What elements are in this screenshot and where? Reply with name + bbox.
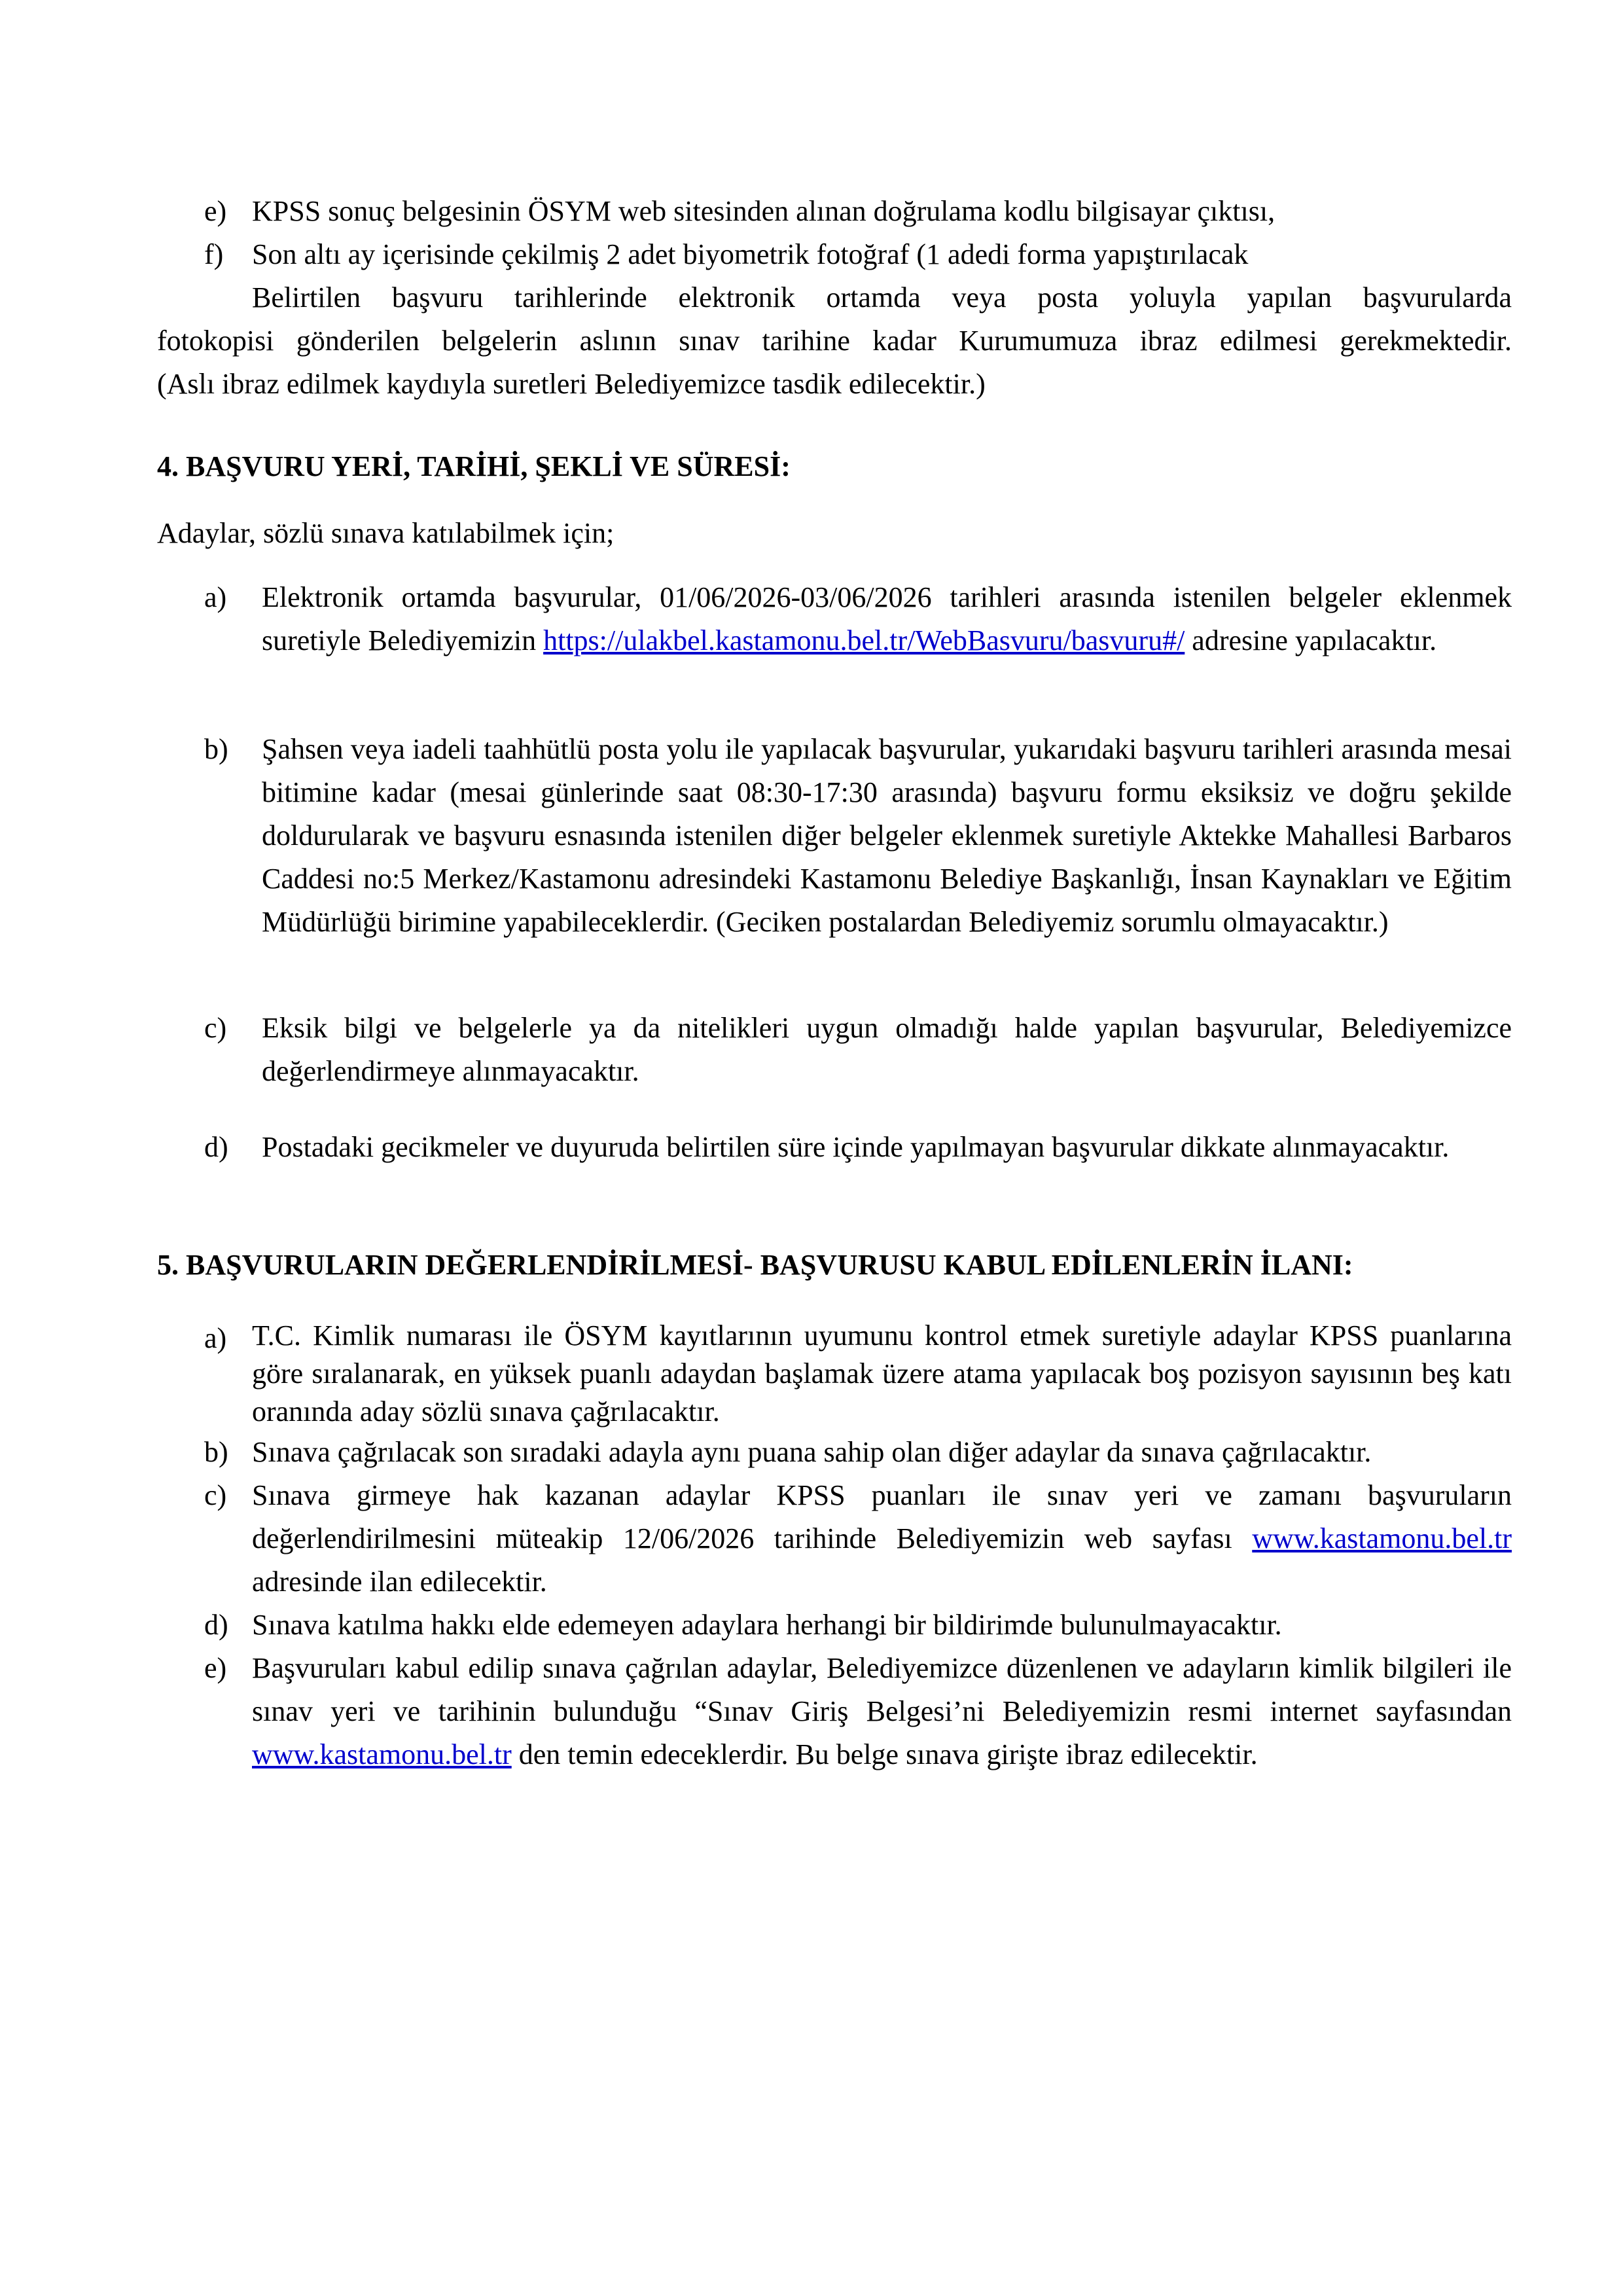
section-5-item-e — [157, 1647, 1512, 1776]
list-item-text: Son altı ay içerisinde çekilmiş 2 adet biyometrik fotoğraf (1 adedi forma yapıştırılacak — [252, 238, 1249, 270]
item-text: Başvuruları kabul edilip sınava çağrılan adaylar, Belediyemizce düzenlenen ve adayların kimlik bilgileri ile sınav yeri ve tarihinin bulunduğu “Sınav Giriş Belgesi’ni Belediyemizin resmi internet sayfasından — [252, 1652, 1512, 1727]
item-text: Elektronik ortamda başvurular, 01/06/2026-03/06/2026 tarihleri arasında istenilen belgeler eklenmek suretiyle Belediyemizin — [262, 581, 1512, 656]
list-marker: f) — [204, 238, 224, 270]
intro-paragraph — [157, 276, 1512, 406]
item-text: adresinde ilan edilecektir. — [252, 1566, 547, 1598]
list-item-text: T.C. Kimlik numarası ile ÖSYM kayıtlarının uyumunu kontrol etmek suretiyle adaylar KPSS puanlarına göre sıralanarak, en yüksek puanlı adaydan başlamak üzere atama yapılacak boş pozisyon sayısının beş katı oranında aday sözlü sınava çağrılacaktır. — [252, 1319, 1512, 1427]
item-text: Sınava girmeye hak kazanan adaylar KPSS puanları ile sınav yeri ve zamanı başvuruların değerlendirilmesini müteakip 12/06/2026 tarihinde Belediyemizin web sayfası — [252, 1479, 1512, 1554]
municipality-website-link[interactable]: www.kastamonu.bel.tr — [252, 1738, 512, 1770]
list-item-text: Şahsen veya iadeli taahhütlü posta yolu ile yapılacak başvurular, yukarıdaki başvuru tarihleri arasında mesai bitimine kadar (mesai günlerinde saat 08:30-17:30 arasında) başvuru formu eksiksiz ve doğru şekilde doldurularak ve başvuru esnasında istenilen diğer belgeler eklenmek suretiyle Aktekke Mahallesi Barbaros Caddesi no:5 Merkez/Kastamonu adresindeki Kastamonu Belediye Başkanlığı, İnsan Kaynakları ve Eğitim Müdürlüğü birimine yapabileceklerdir. (Geciken postalardan Belediyemiz sorumlu olmayacaktır.) — [262, 733, 1512, 938]
list-marker: c) — [204, 1012, 227, 1044]
application-url-link[interactable]: https://ulakbel.kastamonu.bel.tr/WebBasvuru/basvuru#/ — [543, 624, 1185, 656]
paragraph-line: (Aslı ibraz edilmek kaydıyla suretleri Belediyemizce tasdik edilecektir.) — [157, 368, 986, 400]
list-item-text — [252, 1647, 1512, 1776]
list-marker: e) — [204, 195, 227, 227]
list-item-text — [262, 576, 1512, 662]
section-4-heading: 4. BAŞVURU YERİ, TARİHİ, ŞEKLİ VE SÜRESİ: — [157, 450, 791, 482]
municipality-website-link[interactable]: www.kastamonu.bel.tr — [1252, 1522, 1512, 1554]
item-text: den temin edeceklerdir. Bu belge sınava girişte ibraz edilecektir. — [518, 1738, 1258, 1770]
section-5-heading: 5. BAŞVURULARIN DEĞERLENDİRİLMESİ- BAŞVURUSU KABUL EDİLENLERİN İLANI: — [157, 1249, 1353, 1281]
section-4-item-c — [157, 1007, 1512, 1093]
list-marker: d) — [204, 1131, 228, 1163]
list-item-text — [252, 1474, 1512, 1604]
section-4-item-b — [157, 728, 1512, 944]
list-marker: e) — [204, 1652, 227, 1684]
section-4-lead: Adaylar, sözlü sınava katılabilmek için; — [157, 517, 615, 549]
item-text: adresine yapılacaktır. — [1192, 624, 1437, 656]
paragraph-line: fotokopisi gönderilen belgelerin aslının sınav tarihine kadar Kurumumuza ibraz edilmesi gerekmektedir. — [157, 325, 1512, 357]
section-5-item-c — [157, 1474, 1512, 1604]
section-5-item-a — [157, 1317, 1512, 1431]
section-5-item-d — [157, 1604, 1512, 1647]
list-marker: c) — [204, 1479, 227, 1511]
list-item-text: Sınava çağrılacak son sıradaki adayla aynı puana sahip olan diğer adaylar da sınava çağrılacaktır. — [252, 1436, 1372, 1468]
list-item-f-photo — [157, 233, 1512, 276]
section-5-item-b — [157, 1431, 1512, 1474]
list-marker: a) — [204, 581, 227, 613]
list-item-text: Postadaki gecikmeler ve duyuruda belirtilen süre içinde yapılmayan başvurular dikkate alınmayacaktır. — [262, 1131, 1450, 1163]
list-marker: b) — [204, 733, 228, 765]
list-marker: b) — [204, 1436, 228, 1468]
list-item-text: Eksik bilgi ve belgelerle ya da nitelikleri uygun olmadığı halde yapılan başvurular, Belediyemizce değerlendirmeye alınmayacaktır. — [262, 1012, 1512, 1087]
list-marker: a) — [204, 1322, 227, 1354]
list-marker: d) — [204, 1609, 228, 1641]
paragraph-line: Belirtilen başvuru tarihlerinde elektronik ortamda veya posta yoluyla yapılan başvurularda — [252, 281, 1512, 314]
list-item-text: Sınava katılma hakkı elde edemeyen adaylara herhangi bir bildirimde bulunulmayacaktır. — [252, 1609, 1282, 1641]
list-item-text: KPSS sonuç belgesinin ÖSYM web sitesinden alınan doğrulama kodlu bilgisayar çıktısı, — [252, 195, 1275, 227]
section-4-item-d — [157, 1126, 1512, 1169]
section-4-item-a — [157, 576, 1512, 662]
list-item-e-kpss — [157, 190, 1512, 233]
